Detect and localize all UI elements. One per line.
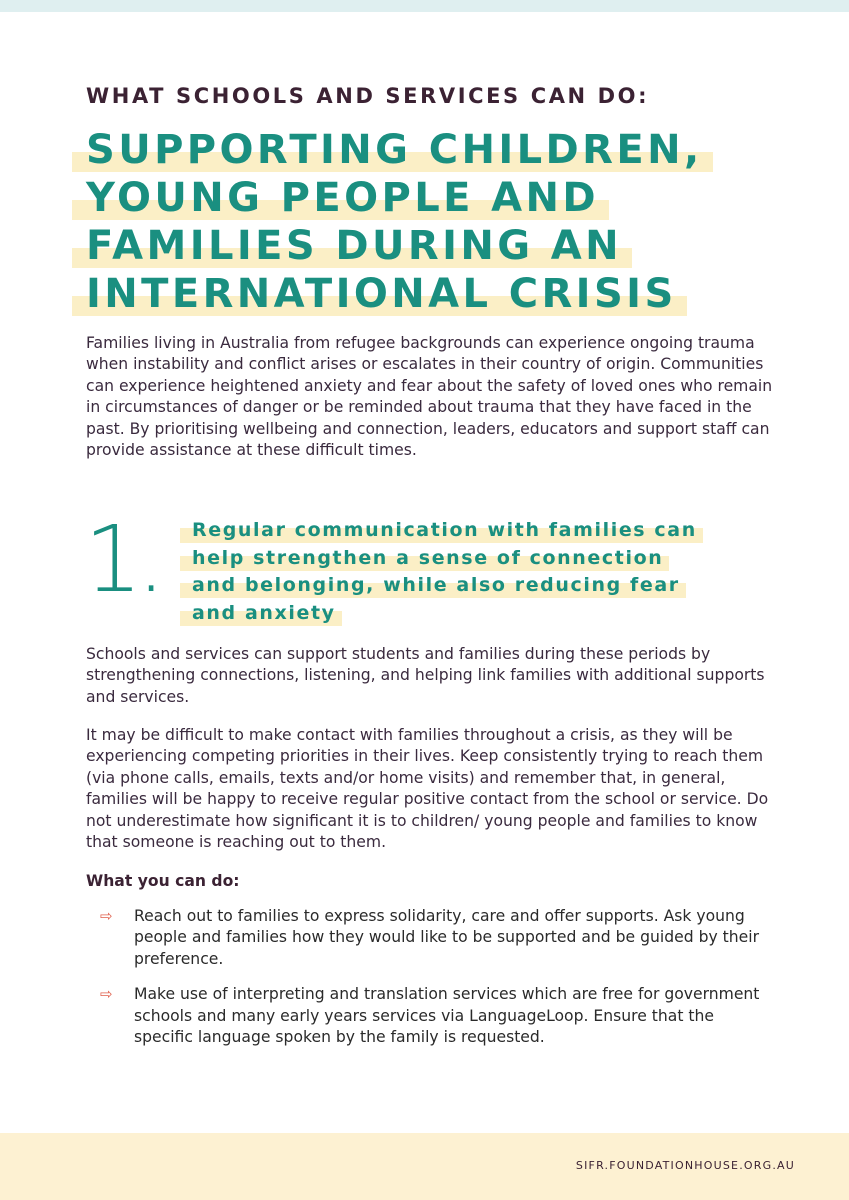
top-color-band	[0, 0, 849, 12]
page-kicker: WHAT SCHOOLS AND SERVICES CAN DO:	[86, 84, 650, 108]
intro-paragraph: Families living in Australia from refugee backgrounds can experience ongoing trauma when instability and conflict arises or escalates in their country of origin. Communities can experience heightened anxiety and fear about the safety of loved ones who remain in circumstances of danger or be reminded about trauma that they have faced in the past. By prioritising wellbeing and connection, leaders, educators and support staff can provide assistance at these difficult times.	[86, 334, 773, 460]
action-list-item-text: Reach out to families to express solidarity, care and offer supports. Ask young people and families how they would like to be supported and be guided by their preference.	[134, 907, 759, 968]
what-you-can-do-heading: What you can do:	[86, 872, 240, 890]
section-heading-line: Regular communication with families can	[180, 518, 703, 543]
body-paragraph: It may be difficult to make contact with families throughout a crisis, as they will be experiencing competing priorities in their lives. Keep consistently trying to reach them (via phone calls, emails, texts and/or home visits) and remember that, in general, families will be happy to receive regular positive contact from the school or service. Do not underestimate how significant it is to children/ young people and families to know that someone is reaching out to them.	[86, 726, 769, 852]
arrow-right-outline-icon: ⇨	[100, 985, 113, 1004]
title-line: SUPPORTING CHILDREN,	[72, 128, 713, 172]
arrow-right-outline-icon: ⇨	[100, 907, 113, 925]
section-heading-line: and belonging, while also reducing fear	[180, 573, 686, 598]
action-list-item	[100, 906, 760, 970]
title-line: YOUNG PEOPLE AND	[72, 176, 609, 220]
body-paragraph: Schools and services can support students and families during these periods by strengthening connections, listening, and helping link families with additional supports and services.	[86, 645, 765, 706]
section-heading-line: and anxiety	[180, 601, 342, 626]
action-list	[100, 906, 760, 1062]
section-heading-line: help strengthen a sense of connection	[180, 546, 669, 571]
section-number: 1.	[84, 506, 160, 613]
section-heading	[180, 514, 780, 624]
title-line: FAMILIES DURING AN	[72, 224, 632, 268]
action-list-item-text: Make use of interpreting and translation services which are free for government schools and many early years services via LanguageLoop. Ensure that the specific language spoken by the family is requested.	[134, 985, 760, 1047]
footer-url[interactable]: SIFR.FOUNDATIONHOUSE.ORG.AU	[575, 1159, 795, 1172]
action-list-item	[100, 984, 760, 1048]
title-line: INTERNATIONAL CRISIS	[72, 272, 687, 316]
page-title	[72, 128, 792, 320]
